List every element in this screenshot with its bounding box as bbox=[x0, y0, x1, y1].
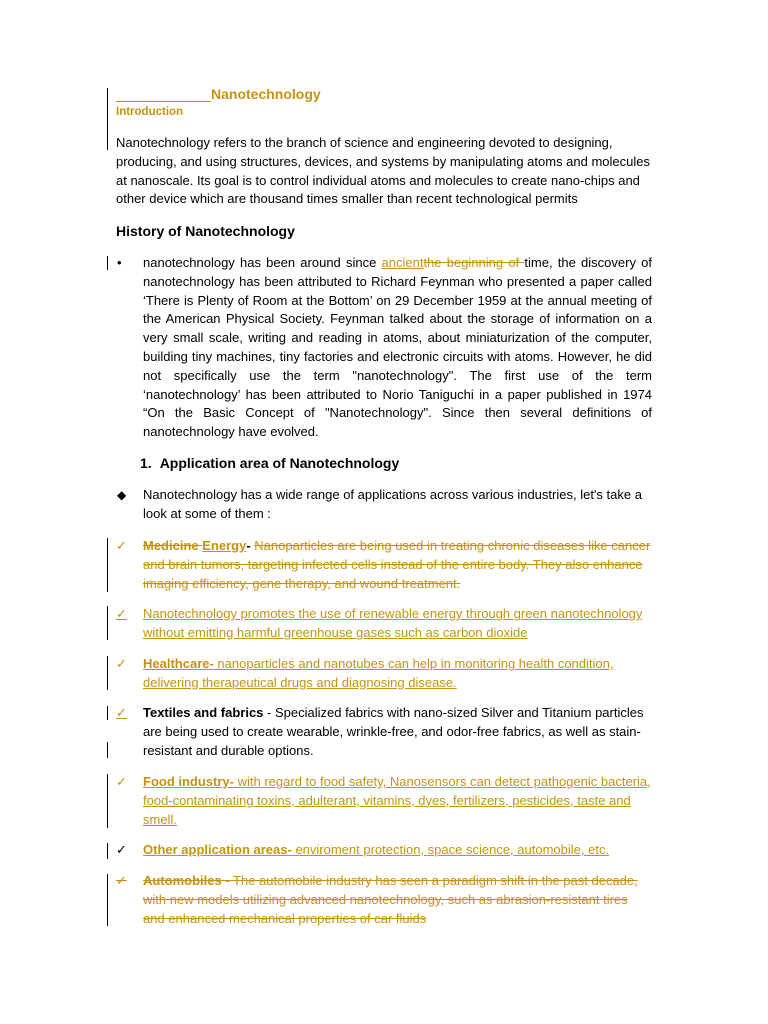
change-bar bbox=[107, 256, 108, 270]
list-item-other bbox=[143, 841, 652, 860]
change-bar bbox=[107, 774, 108, 828]
history-deleted-text: the beginning of bbox=[423, 255, 525, 270]
energy-text-inserted: Nanotechnology promotes the use of renewable energy through green nanotechnology without emitting harmful greenhouse gases such as carbon dioxide bbox=[143, 606, 643, 640]
food-label: Food industry- bbox=[143, 774, 234, 789]
history-paragraph bbox=[143, 254, 652, 442]
checkmark-icon: ✓ bbox=[116, 842, 127, 857]
checkmark-icon: ✓ bbox=[116, 774, 127, 789]
textiles-label: Textiles and fabrics bbox=[143, 705, 264, 720]
other-text: enviroment protection, space science, automobile, etc. bbox=[291, 842, 610, 857]
history-heading: History of Nanotechnology bbox=[116, 223, 295, 239]
list-item-textiles bbox=[143, 704, 652, 760]
change-bar bbox=[107, 606, 108, 640]
change-bar bbox=[107, 706, 108, 720]
energy-label-inserted: Energy bbox=[202, 538, 247, 553]
list-item-automobiles bbox=[143, 872, 652, 928]
medicine-label-deleted: Medicine bbox=[143, 538, 203, 553]
title-underline-blank bbox=[116, 86, 211, 102]
application-number: 1. bbox=[140, 455, 152, 471]
application-heading bbox=[140, 455, 399, 471]
change-bar bbox=[107, 742, 108, 758]
diamond-bullet: ◆ bbox=[117, 488, 127, 502]
textiles-text: - Specialized fabrics with nano-sized Silver and Titanium particles are being used to create wearable, wrinkle-free, and odor-free fabrics, as well as stain-resistant and durable options. bbox=[143, 705, 644, 758]
medicine-dash: - bbox=[246, 538, 255, 553]
list-item-healthcare bbox=[143, 655, 652, 693]
automobiles-label: Automobiles bbox=[143, 873, 222, 888]
change-bar bbox=[107, 656, 108, 690]
title-text: Nanotechnology bbox=[211, 86, 321, 102]
checkmark-icon: ✓ bbox=[116, 606, 127, 621]
history-inserted-text: ancient bbox=[381, 255, 424, 270]
checkmark-icon: ✓ bbox=[116, 873, 127, 888]
change-bar bbox=[107, 88, 108, 150]
change-bar bbox=[107, 538, 108, 592]
healthcare-text: nanoparticles and nanotubes can help in monitoring health condition, delivering therapeutical drugs and diagnosing disease. bbox=[143, 656, 614, 690]
medicine-text-deleted: Nanoparticles are being used in treating chronic diseases like cancer and brain tumors, targeting infected cells instead of the entire body. They also enhance imaging efficiency, gene therapy, and wound treatment. bbox=[143, 538, 651, 591]
history-lead: nanotechnology has been around since bbox=[143, 255, 382, 270]
checkmark-icon: ✓ bbox=[116, 656, 127, 671]
introduction-paragraph: Nanotechnology refers to the branch of science and engineering devoted to designing, producing, and using structures, devices, and systems by manipulating atoms and molecules at nanoscale. Its goal is to control individual atoms and molecules to create nano-chips and other device which are thousand times smaller than recent technological permits bbox=[116, 135, 651, 207]
document-title bbox=[116, 86, 321, 102]
introduction-heading: Introduction bbox=[116, 106, 184, 118]
checkmark-icon: ✓ bbox=[116, 705, 127, 720]
list-item-medicine bbox=[143, 537, 652, 593]
change-bar bbox=[107, 843, 108, 859]
healthcare-label: Healthcare- bbox=[143, 656, 214, 671]
food-text: with regard to food safety, Nanosensors can detect pathogenic bacteria, food-contaminating toxins, adulterant, vitamins, dyes, fertilizers, pesticides, taste and smell. bbox=[143, 774, 651, 827]
history-rest: time, the discovery of nanotechnology has been attributed to Richard Feynman who presented a paper called ‘There is Plenty of Room at the Bottom’ on 29 December 1959 at the annual meeting of the American Physical Society. Feynman talked about the storage of information on a very small scale, writing and reading in atoms, about miniaturization of the computer, building tiny machines, tiny factories and electronic circuits with atoms. However, he did not specifically use the term "nanotechnology". The first use of the term ‘nanotechnology’ has been attributed to Norio Taniguchi in a paper published in 1974 “On the Basic Concept of "Nanotechnology". Since then several definitions of nanotechnology have evolved. bbox=[143, 255, 652, 440]
other-label: Other application areas- bbox=[143, 842, 292, 857]
checkmark-icon: ✓ bbox=[116, 538, 127, 553]
history-bullet: • bbox=[117, 255, 122, 270]
application-heading-text: Application area of Nanotechnology bbox=[159, 455, 400, 471]
application-intro: Nanotechnology has a wide range of applications across various industries, let's take a look at some of them : bbox=[143, 487, 642, 521]
change-bar bbox=[107, 874, 108, 926]
automobiles-text: - The automobile industry has seen a paradigm shift in the past decade, with new models utilizing advanced nanotechnology, such as abrasion-resistant tires and enhanced mechanical properties of car fluids bbox=[143, 873, 638, 926]
list-item-energy bbox=[143, 605, 652, 643]
list-item-food bbox=[143, 773, 652, 829]
